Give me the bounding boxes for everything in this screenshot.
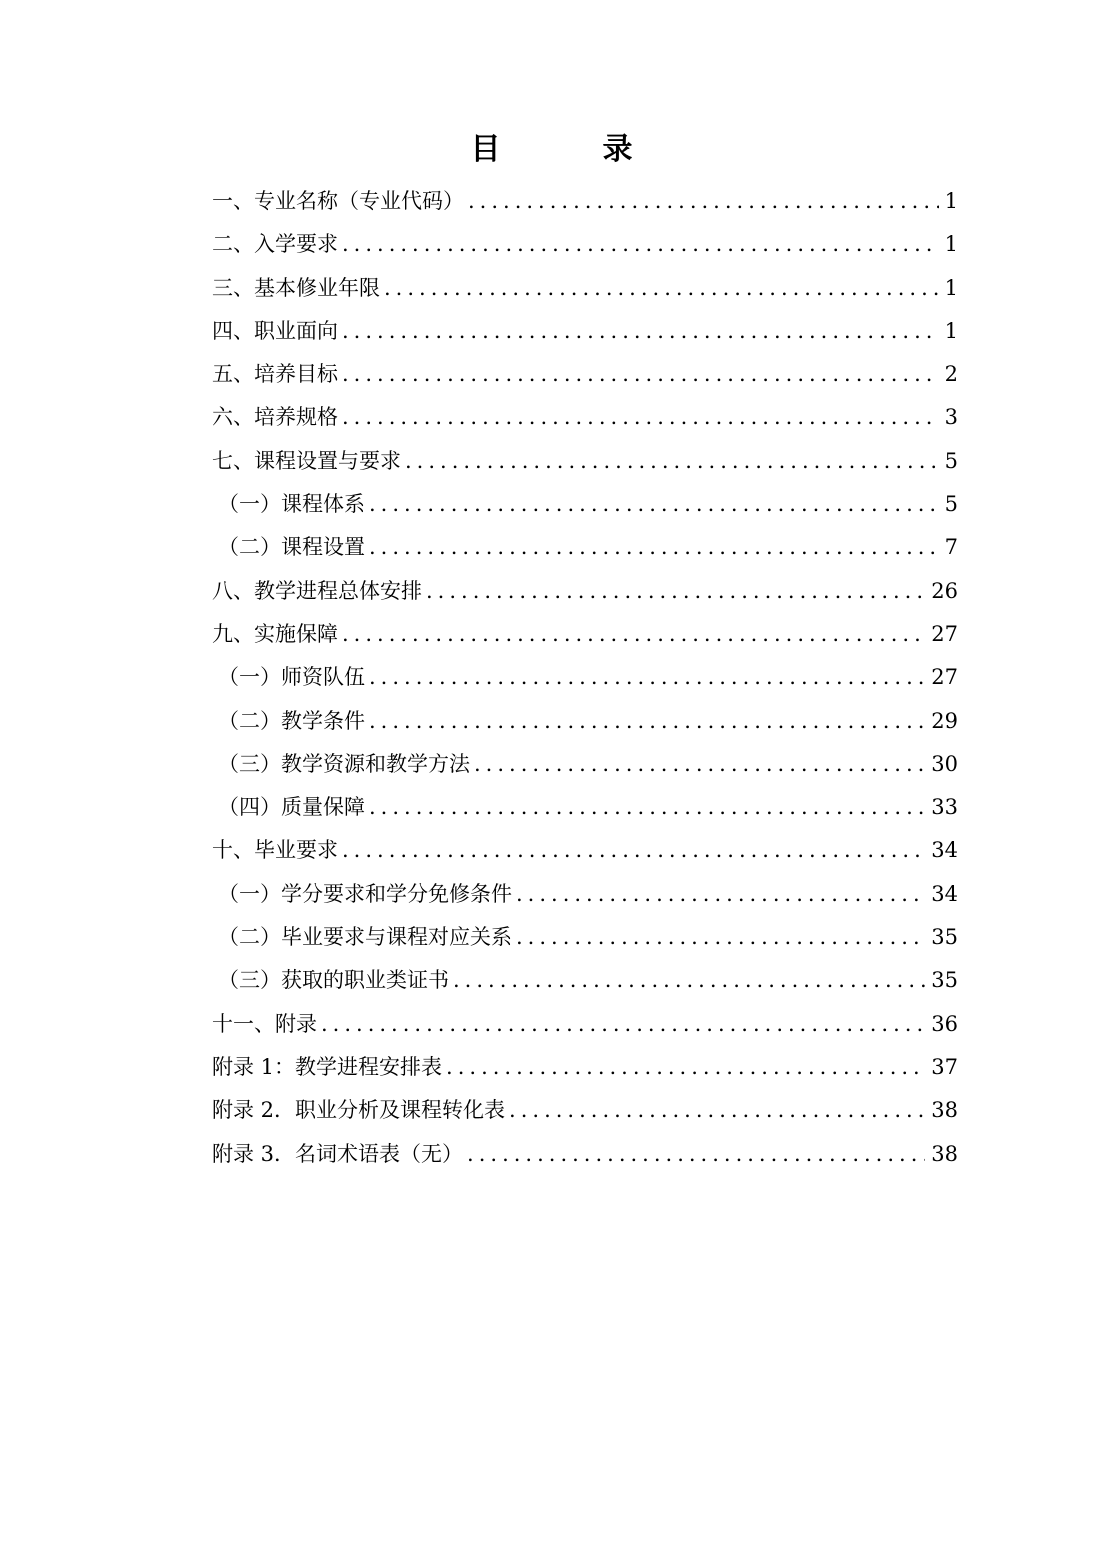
toc-entry-label: 九、实施保障 xyxy=(212,621,338,646)
toc-entry-label: 五、培养目标 xyxy=(212,362,338,387)
toc-entry-label: （二）毕业要求与课程对应关系 xyxy=(218,925,512,950)
toc-entry[interactable] xyxy=(212,310,958,353)
toc-dot-leader xyxy=(369,700,925,743)
toc-entry-page-number: 5 xyxy=(944,448,958,473)
toc-entry-page-number: 5 xyxy=(944,492,958,517)
toc-entry[interactable] xyxy=(212,396,958,439)
toc-entry-page-number: 26 xyxy=(931,578,958,603)
toc-entry[interactable] xyxy=(212,440,958,483)
toc-dot-leader xyxy=(509,1089,925,1132)
toc-list xyxy=(212,180,958,1176)
toc-entry-page-number: 29 xyxy=(931,708,958,733)
toc-entry-page-number: 34 xyxy=(931,838,958,863)
toc-entry[interactable] xyxy=(212,829,958,872)
toc-entry-label: （二）课程设置 xyxy=(218,535,365,560)
toc-entry-page-number: 1 xyxy=(944,318,958,343)
toc-entry-label: 四、职业面向 xyxy=(212,318,338,343)
toc-dot-leader xyxy=(516,916,925,959)
toc-dot-leader xyxy=(369,526,939,569)
toc-entry-label: （三）获取的职业类证书 xyxy=(218,968,449,993)
toc-entry-page-number: 35 xyxy=(931,925,958,950)
toc-entry-label: 十一、附录 xyxy=(212,1011,317,1036)
toc-entry-page-number: 30 xyxy=(931,751,958,776)
toc-entry[interactable] xyxy=(212,743,958,786)
toc-entry[interactable] xyxy=(212,1089,958,1132)
toc-entry-page-number: 1 xyxy=(944,232,958,257)
toc-entry-label: 七、课程设置与要求 xyxy=(212,448,401,473)
toc-entry[interactable] xyxy=(212,223,958,266)
toc-dot-leader xyxy=(342,396,939,439)
toc-entry[interactable] xyxy=(212,526,958,569)
toc-dot-leader xyxy=(468,180,939,223)
toc-dot-leader xyxy=(405,440,939,483)
toc-entry-label: （一）课程体系 xyxy=(218,492,365,517)
toc-entry-label: 附录 3．名词术语表（无） xyxy=(212,1141,464,1166)
toc-entry-page-number: 1 xyxy=(944,189,958,213)
toc-dot-leader xyxy=(369,656,925,699)
toc-entry-label: （四）质量保障 xyxy=(218,795,365,820)
toc-entry-page-number: 37 xyxy=(931,1054,958,1079)
toc-entry-page-number: 3 xyxy=(944,405,958,430)
toc-entry-page-number: 38 xyxy=(931,1098,958,1123)
toc-entry-label: 三、基本修业年限 xyxy=(212,275,380,300)
toc-entry[interactable] xyxy=(212,1133,958,1176)
toc-entry-page-number: 27 xyxy=(931,621,958,646)
toc-entry[interactable] xyxy=(212,700,958,743)
toc-dot-leader xyxy=(342,310,939,353)
toc-entry-label: 十、毕业要求 xyxy=(212,838,338,863)
toc-entry-page-number: 35 xyxy=(931,968,958,993)
toc-entry[interactable] xyxy=(212,873,958,916)
toc-dot-leader xyxy=(474,743,925,786)
toc-dot-leader xyxy=(467,1133,925,1176)
toc-entry-label: 六、培养规格 xyxy=(212,405,338,430)
toc-dot-leader xyxy=(369,483,939,526)
toc-title: 目 录 xyxy=(470,132,669,167)
toc-entry-label: 八、教学进程总体安排 xyxy=(212,578,422,603)
toc-entry[interactable] xyxy=(212,180,958,223)
toc-dot-leader xyxy=(516,873,925,916)
toc-entry-label: （三）教学资源和教学方法 xyxy=(218,751,470,776)
toc-entry[interactable] xyxy=(212,613,958,656)
toc-entry[interactable] xyxy=(212,1046,958,1089)
toc-entry[interactable] xyxy=(212,916,958,959)
toc-entry-page-number: 36 xyxy=(931,1011,958,1036)
toc-entry[interactable] xyxy=(212,786,958,829)
toc-entry-page-number: 7 xyxy=(944,535,958,560)
toc-entry-label: 二、入学要求 xyxy=(212,232,338,257)
toc-entry[interactable] xyxy=(212,483,958,526)
toc-dot-leader xyxy=(369,786,925,829)
toc-entry-page-number: 33 xyxy=(931,795,958,820)
toc-entry-label: 附录 2．职业分析及课程转化表 xyxy=(212,1098,506,1123)
toc-entry-page-number: 38 xyxy=(931,1141,958,1166)
toc-entry-page-number: 27 xyxy=(931,665,958,690)
toc-dot-leader xyxy=(384,267,939,310)
toc-entry-label: （一）师资队伍 xyxy=(218,665,365,690)
toc-entry-label: （二）教学条件 xyxy=(218,708,365,733)
toc-dot-leader xyxy=(426,570,925,613)
toc-dot-leader xyxy=(342,829,925,872)
toc-entry-page-number: 34 xyxy=(931,881,958,906)
toc-entry-label: （一）学分要求和学分免修条件 xyxy=(218,881,512,906)
toc-entry-page-number: 1 xyxy=(944,275,958,300)
toc-entry[interactable] xyxy=(212,1003,958,1046)
toc-entry[interactable] xyxy=(212,267,958,310)
toc-dot-leader xyxy=(342,613,925,656)
toc-dot-leader xyxy=(446,1046,925,1089)
toc-entry-label: 附录 1：教学进程安排表 xyxy=(212,1054,443,1079)
toc-entry[interactable] xyxy=(212,656,958,699)
toc-dot-leader xyxy=(342,353,939,396)
toc-entry[interactable] xyxy=(212,570,958,613)
toc-dot-leader xyxy=(342,223,939,266)
toc-entry-label: 一、专业名称（专业代码） xyxy=(212,189,464,213)
toc-entry[interactable] xyxy=(212,959,958,1002)
toc-dot-leader xyxy=(453,959,925,1002)
toc-entry-page-number: 2 xyxy=(944,362,958,387)
toc-entry[interactable] xyxy=(212,353,958,396)
toc-dot-leader xyxy=(321,1003,925,1046)
